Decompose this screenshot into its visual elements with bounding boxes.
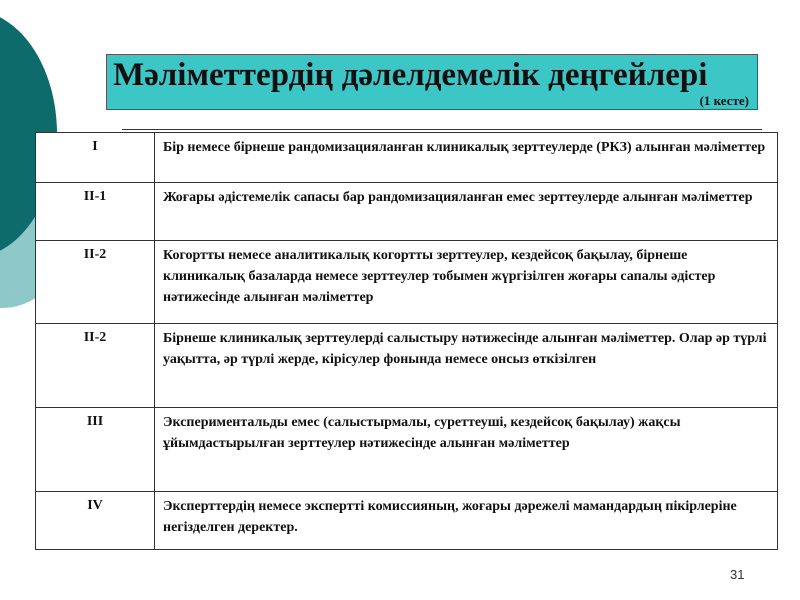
table-caption: (1 кесте) <box>699 93 749 108</box>
title-box <box>106 54 758 110</box>
table-row <box>36 133 778 183</box>
description-cell: Бірнеше клиникалық зерттеулерді салыстыру нәтижесінде алынған мәліметтер. Олар әр түрлі уақытта, әр түрлі жерде, кірісулер фонында немесе онсыз өткізілген <box>155 324 778 408</box>
description-cell: Когортты немесе аналитикалық когортты зерттеулер, кездейсоқ бақылау, бірнеше клиникалық базаларда немесе зерттеулер тобымен жүргізілген жоғары сапалы әдістер нәтижесінде алынған мәліметтер <box>155 241 778 324</box>
description-cell: Экспериментальды емес (салыстырмалы, суреттеуші, кездейсоқ бақылау) жақсы ұйымдастырылған зерттеулер нәтижесінде алынған мәліметтер <box>155 408 778 492</box>
table-row <box>36 183 778 241</box>
level-cell: III <box>36 408 155 492</box>
description-cell: Эксперттердің немесе экспертті комиссияның, жоғары дәрежелі мамандардың пікірлеріне негізделген деректер. <box>155 492 778 550</box>
evidence-levels-table <box>35 132 778 550</box>
slide-title: Мәліметтердің дәлелдемелік деңгейлері <box>113 57 708 93</box>
divider-line <box>122 129 762 130</box>
level-cell: II-2 <box>36 324 155 408</box>
level-cell: IV <box>36 492 155 550</box>
table-row <box>36 408 778 492</box>
level-cell: II-1 <box>36 183 155 241</box>
description-cell: Бір немесе бірнеше рандомизацияланған клиникалық зерттеулерде (РКЗ) алынған мәліметтер <box>155 133 778 183</box>
table-row <box>36 241 778 324</box>
level-cell: I <box>36 133 155 183</box>
description-cell: Жоғары әдістемелік сапасы бар рандомизацияланған емес зерттеулерде алынған мәліметтер <box>155 183 778 241</box>
table-row <box>36 492 778 550</box>
table-row <box>36 324 778 408</box>
page-number: 31 <box>730 567 745 582</box>
level-cell: II-2 <box>36 241 155 324</box>
